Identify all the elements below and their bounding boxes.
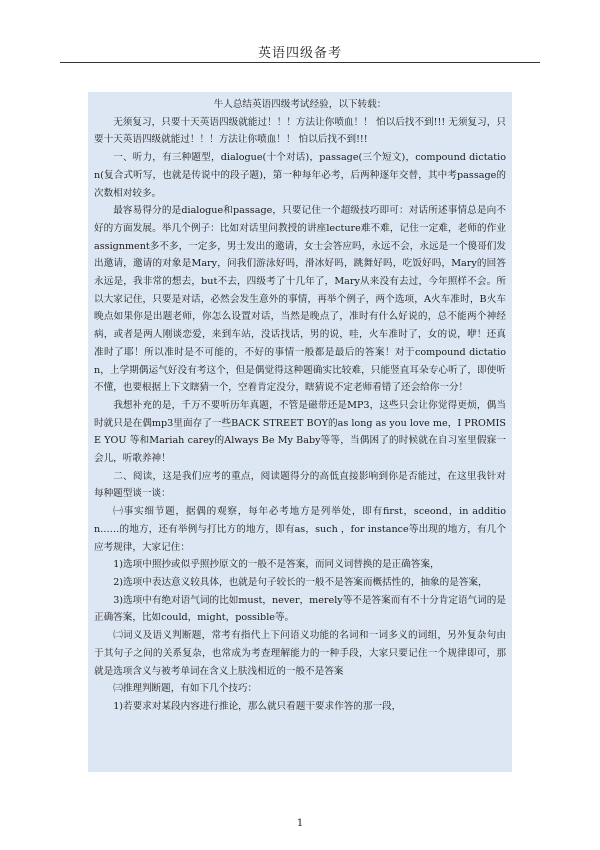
paragraph-reading-intro: 二、阅读，这是我们应考的重点，阅读题得分的高低直接影响到你是否能过，在这里我针对每种题型谈一谈： bbox=[94, 470, 506, 500]
page-header-title: 英语四级备考 bbox=[257, 46, 342, 61]
rule-item-3: 3)选项中有绝对语气词的比如must，never，merely等不是答案而有不十分肯定语气词的是正确答案，比如could，might，possible等。 bbox=[94, 594, 506, 624]
paragraph-detail-questions: ㈠事实细节题，据偶的观察，每年必考地方是列举处，即有first，sceond，in addition……的地方，还有举例与打比方的地方，即有as，such ，for instance等出现的地方，有几个应考规律，大家记住： bbox=[94, 506, 506, 553]
paragraph-vocabulary-questions: ㈡词义及语义判断题，常考有指代上下问语义功能的名词和一词多义的词组，另外复杂句由于其句子之间的关系复杂，也常成为考查理解能力的一种手段，大家只要记住一个规律即可，那就是选项含义与被考单词在含义上肤浅相近的一般不是答案 bbox=[94, 630, 506, 677]
rule-item-2: 2)选项中表达意义较具体，也就是句子较长的一般不是答案而概括性的，抽象的是答案， bbox=[113, 576, 488, 588]
article-intro: 牛人总结英语四级考试经验，以下转载： bbox=[213, 99, 387, 110]
paragraph-inference-questions: ㈢推理判断题，有如下几个技巧： bbox=[113, 683, 258, 695]
inference-item-1: 1)若要求对某段内容进行推论，那么就只看题干要求作答的那一段， bbox=[113, 700, 402, 712]
rule-item-1: 1)选项中照抄或似乎照抄原文的一般不是答案，而同义词替换的是正确答案， bbox=[113, 559, 440, 571]
paragraph-slogan: 无须复习，只要十天英语四级就能过！！！方法让你喷血！！ 怕以后找不到!!! 无须复习，只要十天英语四级就能过！！！方法让你喷血！！ 怕以后找不到!!! bbox=[94, 116, 506, 146]
paragraph-listening-tips: 最容易得分的是dialogue和passage，只要记住一个超级技巧即可：对话所述事情总是向不好的方面发展。举几个例子：比如对话里问教授的讲座lecture难不难，记住一定难，老师的作业assignment多不多，一定多，男士发出的邀请，女士会答应吗，永远不会，永远是一个傻哥们发出邀请，邀请的对象是Mary，问我们游泳好吗，滑冰好吗，跳舞好吗，吃饭好吗，Mary的回答永远是，我非常的想去，but不去，四级考了十几年了，Mary从来没有去过，今年照样不会。所以大家记住，只要是对话，必然会发生意外的事情，再举个例子，两个选项，A火车准时，B火车晚点如果你是出题老师，你怎么设置对话，当然是晚点了，准时有什么好说的，总不能两个神经病，或者是两人刚谈恋爱，来到车站，没话找话，男的说，哇，火车准时了，女的说，咿！还真准时了耶！所以准时是不可能的，不好的事情一般都是最后的答案！对于compound dictation，上学期偶运气好没有考这个，但是偶觉得这种题确实比较难，只能竖直耳朵专心听了，即使听不懂，也要根据上下文瞎猜一个，空着肯定没分，瞎猜说不定老师看错了还会给你一分！ bbox=[94, 205, 506, 394]
paragraph-listening-supplement: 我想补充的是，千万不要听历年真题，不管是磁带还是MP3，这些只会让你觉得更烦，偶当时就只是在偶mp3里面存了一些BACK STREET BOY的as long as you love me，I PROMISE YOU 等和Mariah carey的Always Be My Baby等等，当偶困了的时候就在自习室里假寐一会儿，听歌养神！ bbox=[94, 399, 506, 465]
article-body bbox=[88, 92, 512, 772]
header-divider bbox=[60, 62, 540, 63]
paragraph-listening-intro: 一、听力，有三种题型，dialogue(十个对话)，passage(三个短文)，compound dictation(复合式听写，也就是传说中的段子题)，第一种每年必考，后两种逐年交替，其中考passage的次数相对较多。 bbox=[94, 152, 506, 199]
page-number: 1 bbox=[296, 818, 304, 829]
